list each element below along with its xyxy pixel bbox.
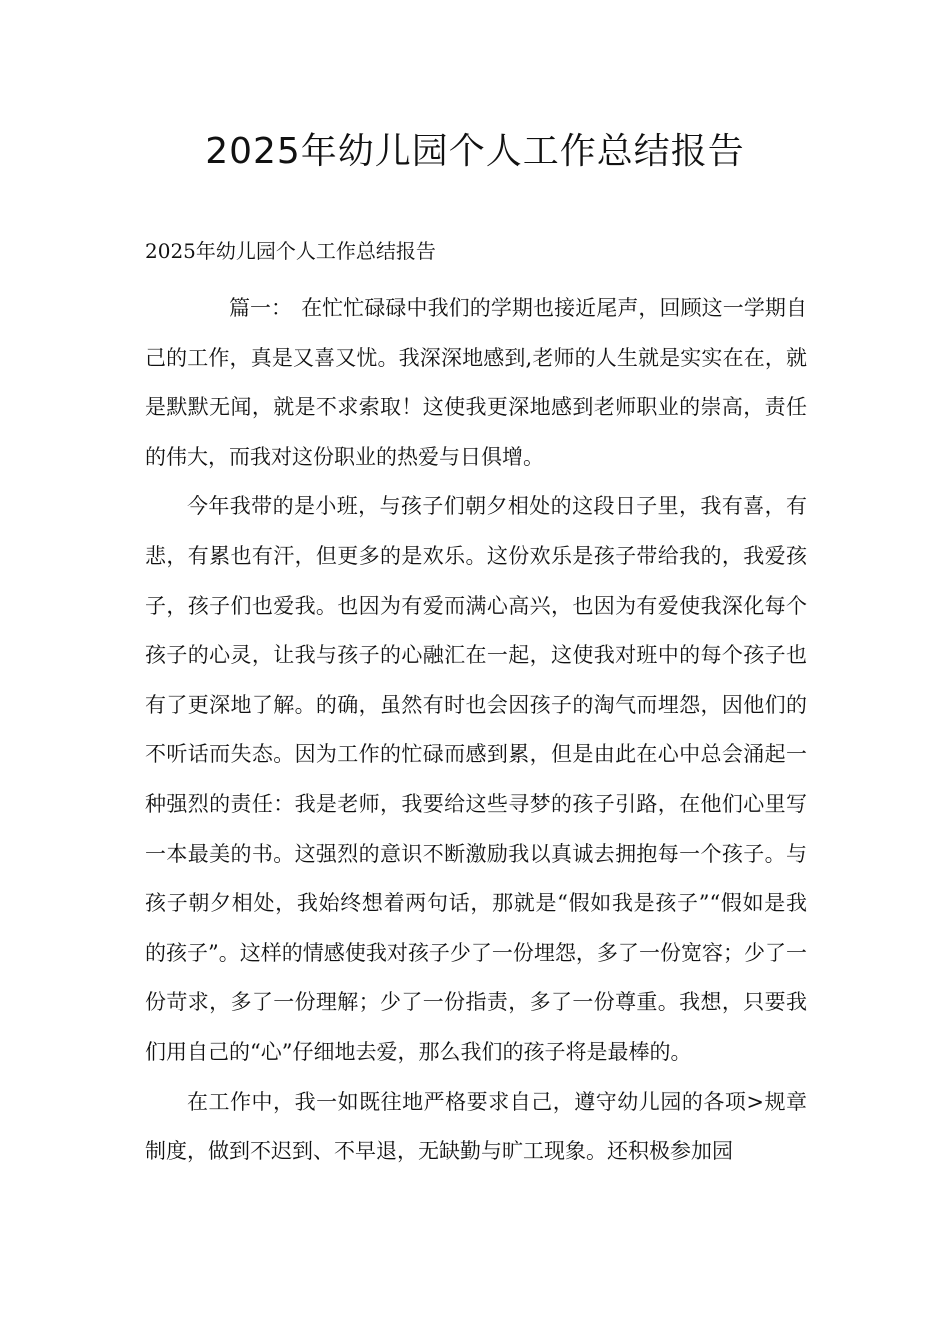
document-body (145, 284, 807, 1177)
paragraph-1 (145, 284, 807, 482)
paragraph-text: 在忙忙碌碌中我们的学期也接近尾声，回顾这一学期自己的工作，真是又喜又忧。我深深地感到,老师的人生就是实实在在，就是默默无闻，就是不求索取！这使我更深地感到老师职业的崇高，责任的伟大，而我对这份职业的热爱与日俱增。 (145, 296, 807, 469)
paragraph-label: 篇一： (229, 296, 292, 320)
paragraph-text: 在工作中，我一如既往地严格要求自己，遵守幼儿园的各项>规章制度，做到不迟到、不早退，无缺勤与旷工现象。还积极参加园 (145, 1089, 807, 1164)
paragraph-3 (145, 1078, 807, 1177)
document-subtitle: 2025年幼儿园个人工作总结报告 (145, 239, 436, 263)
paragraph-text: 今年我带的是小班，与孩子们朝夕相处的这段日子里，我有喜，有悲，有累也有汗，但更多的是欢乐。这份欢乐是孩子带给我的，我爱孩子，孩子们也爱我。也因为有爱而满心高兴，也因为有爱使我深化每个孩子的心灵，让我与孩子的心融汇在一起，这使我对班中的每个孩子也有了更深地了解。的确，虽然有时也会因孩子的淘气而埋怨，因他们的不听话而失态。因为工作的忙碌而感到累，但是由此在心中总会涌起一种强烈的责任：我是老师，我要给这些寻梦的孩子引路，在他们心里写一本最美的书。这强烈的意识不断激励我以真诚去拥抱每一个孩子。与孩子朝夕相处，我始终想着两句话，那就是“假如我是孩子”“假如是我的孩子”。这样的情感使我对孩子少了一份埋怨，多了一份宽容；少了一份苛求，多了一份理解；少了一份指责，多了一份尊重。我想，只要我们用自己的“心”仔细地去爱，那么我们的孩子将是最棒的。 (145, 494, 807, 1064)
document-title: 2025年幼儿园个人工作总结报告 (205, 131, 745, 172)
paragraph-2 (145, 482, 807, 1077)
